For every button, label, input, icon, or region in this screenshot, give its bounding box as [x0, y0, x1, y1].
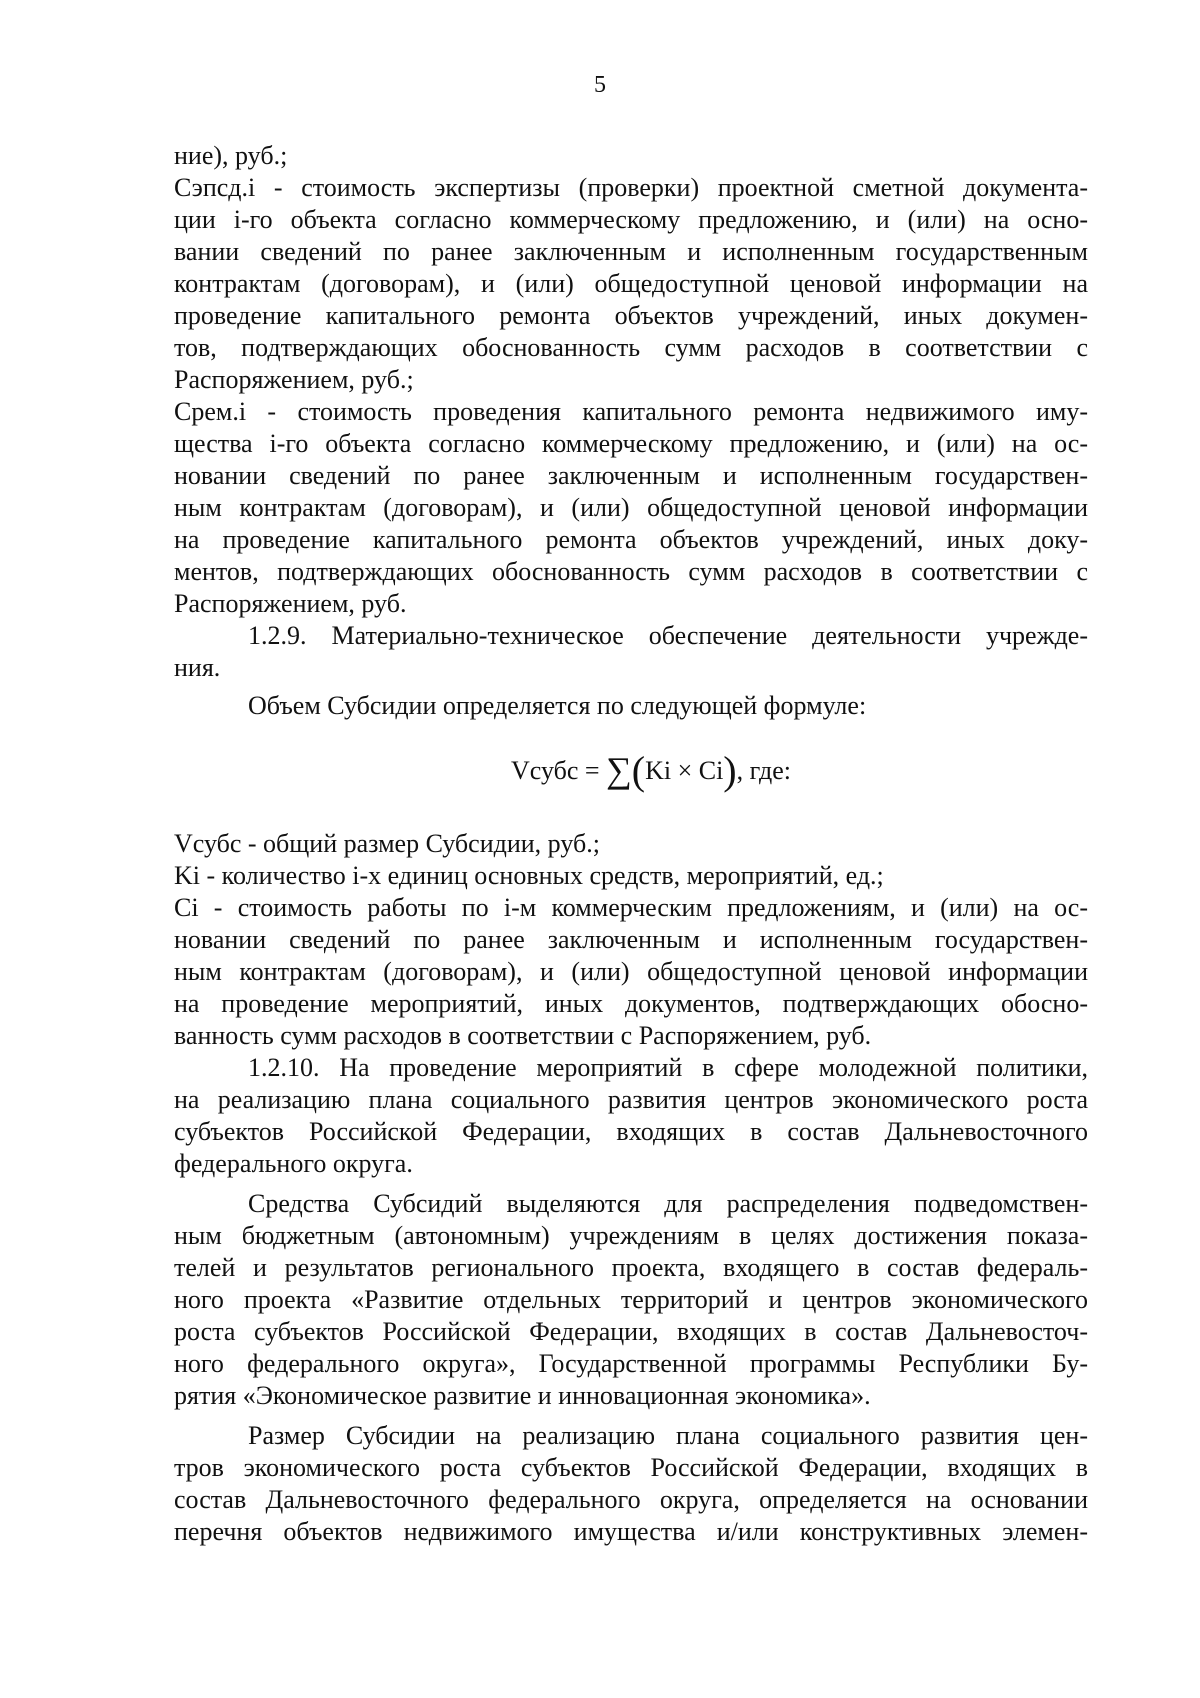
text-line: Распоряжением, руб.;: [174, 365, 414, 394]
text-line: перечня объектов недвижимого имущества и/или конструктивных элемен-: [174, 1517, 1088, 1546]
paragraph-start: Средства Субсидий выделяются для распределения подведомствен-: [248, 1189, 1088, 1218]
text-line: федерального округа.: [174, 1149, 413, 1178]
text-line: ментов, подтверждающих обоснованность сумм расходов в соответствии с: [174, 557, 1088, 586]
text-line: проведение капитального ремонта объектов учреждений, иных докумен-: [174, 301, 1088, 330]
text-line: ние), руб.;: [174, 141, 288, 170]
text-line: ного федерального округа», Государственной программы Республики Бу-: [174, 1349, 1088, 1378]
formula-lhs: Vсубс =: [511, 756, 600, 785]
formula-intro: Объем Субсидии определяется по следующей формуле:: [248, 691, 867, 720]
text-line: субъектов Российской Федерации, входящих в состав Дальневосточного: [174, 1117, 1088, 1146]
text-line: новании сведений по ранее заключенным и исполненным государствен-: [174, 925, 1088, 954]
section-heading-1-2-9: 1.2.9. Материально-техническое обеспечение деятельности учрежде-: [248, 621, 1088, 650]
text-line: ным контрактам (договорам), и (или) общедоступной ценовой информации: [174, 957, 1088, 986]
body-text: [174, 140, 1088, 1548]
text-line: контрактам (договорам), и (или) общедоступной ценовой информации на: [174, 269, 1088, 298]
text-line: Сэпсд.i - стоимость экспертизы (проверки) проектной сметной документа-: [174, 173, 1088, 202]
formula-open-paren: (: [631, 748, 646, 793]
spacer: [174, 798, 1088, 828]
text-line: Распоряжением, руб.: [174, 589, 407, 618]
section-heading-1-2-10: 1.2.10. На проведение мероприятий в сфере молодежной политики,: [248, 1053, 1088, 1082]
definition-ki: Ki - количество i-х единиц основных средств, мероприятий, ед.;: [174, 861, 884, 890]
text-line: тов, подтверждающих обоснованность сумм расходов в соответствии с: [174, 333, 1088, 362]
text-line: Срем.i - стоимость проведения капитального ремонта недвижимого иму-: [174, 397, 1088, 426]
formula-tail: , где:: [736, 756, 791, 785]
text-line: тров экономического роста субъектов Российской Федерации, входящих в: [174, 1453, 1088, 1482]
spacer: [174, 1412, 1088, 1420]
text-line: рятия «Экономическое развитие и инновационная экономика».: [174, 1381, 871, 1410]
text-line: на реализацию плана социального развития центров экономического роста: [174, 1085, 1088, 1114]
formula-term: Ki × Ci: [645, 756, 724, 785]
sigma-symbol: ∑: [606, 750, 632, 790]
text-line: ного проекта «Развитие отдельных территорий и центров экономического: [174, 1285, 1088, 1314]
text-line: состав Дальневосточного федерального округа, определяется на основании: [174, 1485, 1088, 1514]
text-line: роста субъектов Российской Федерации, входящих в состав Дальневосточ-: [174, 1317, 1088, 1346]
text-line: новании сведений по ранее заключенным и исполненным государствен-: [174, 461, 1088, 490]
text-line: телей и результатов регионального проекта, входящего в состав федераль-: [174, 1253, 1088, 1282]
formula: [174, 742, 1088, 798]
text-line: ным контрактам (договорам), и (или) общедоступной ценовой информации: [174, 493, 1088, 522]
formula-close-paren: ): [723, 748, 737, 793]
text-line: ным бюджетным (автономным) учреждениям в целях достижения показа-: [174, 1221, 1088, 1250]
text-line: ния.: [174, 653, 221, 682]
text-line: ции i-го объекта согласно коммерческому предложению, и (или) на осно-: [174, 205, 1088, 234]
text-line: на проведение мероприятий, иных документов, подтверждающих обосно-: [174, 989, 1088, 1018]
definition-ci: Ci - стоимость работы по i-м коммерческим предложениям, и (или) на ос-: [174, 893, 1088, 922]
paragraph-start: Размер Субсидии на реализацию плана социального развития цен-: [248, 1421, 1088, 1450]
text-line: на проведение капитального ремонта объектов учреждений, иных доку-: [174, 525, 1088, 554]
text-line: щества i-го объекта согласно коммерческому предложению, и (или) на ос-: [174, 429, 1088, 458]
text-line: ванность сумм расходов в соответствии с Распоряжением, руб.: [174, 1021, 872, 1050]
definition-vsubs: Vсубс - общий размер Субсидии, руб.;: [174, 829, 600, 858]
spacer: [174, 722, 1088, 742]
spacer: [174, 1180, 1088, 1188]
text-line: вании сведений по ранее заключенным и исполненным государственным: [174, 237, 1088, 266]
page-number: 5: [594, 72, 606, 98]
